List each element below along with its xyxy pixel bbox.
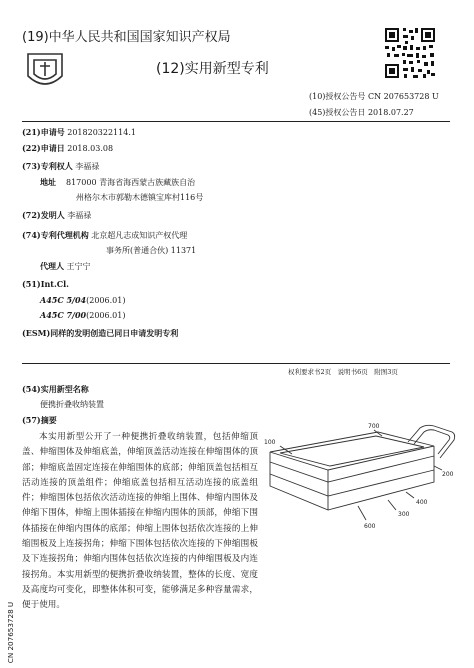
app-no-label: (21)申请号 [22, 127, 65, 137]
page-counts: 权利要求书2页 说明书6页 附图3页 [288, 368, 398, 376]
figure-label-100: 100 [264, 439, 276, 446]
patentee: 李福禄 [75, 162, 100, 171]
address-label: 地址 [40, 177, 56, 187]
abstract-label: (57)摘要 [22, 415, 57, 425]
agent-label: 代理人 [40, 261, 64, 271]
figure-label-700: 700 [368, 423, 380, 430]
pub-no: CN 207653728 U [367, 92, 439, 101]
agency-line-1: 北京超凡志成知识产权代理 [91, 231, 188, 240]
ipc-2-version: (2006.01) [86, 311, 126, 320]
app-date: 2018.03.08 [67, 144, 114, 153]
pub-date: 2018.07.27 [367, 108, 414, 117]
document-type-heading: (12)实用新型专利 [156, 61, 269, 77]
inventor: 李福禄 [67, 211, 92, 220]
cnipa-logo-icon [22, 46, 68, 96]
app-date-label: (22)申请日 [22, 143, 65, 153]
intcl-label: (51)Int.Cl. [22, 279, 69, 289]
abstract-drawing [258, 420, 458, 540]
title-label: (54)实用新型名称 [22, 384, 89, 394]
esm-notice: (ESM)同样的发明创造已同日申请发明专利 [22, 328, 179, 338]
figure-label-600: 600 [364, 523, 376, 530]
pub-date-label: (45)授权公告日 [309, 108, 366, 117]
ipc-1-version: (2006.01) [86, 296, 126, 305]
agency-label: (74)专利代理机构 [22, 230, 89, 240]
abstract-text: 本实用新型公开了一种便携折叠收纳装置，包括伸缩顶盖、伸缩围体及伸缩底盖，伸缩顶盖活动连接在伸缩围体的顶部；伸缩底盖固定连接在伸缩围体的底部；伸缩顶盖包括相互活动连接的顶盖组件；伸缩底盖包括相互活动连接的底盖组件；伸缩围体包括依次活动连接的伸缩上围体、伸缩内围体及伸缩下围体，伸缩上围体插接在伸缩内围体的顶部，伸缩下围体插接在伸缩内围体的底部；伸缩上围体包括依次连接的上伸缩围板及上连接拐角；伸缩下围体包括依次连接的下伸缩围板及下连接拐角；伸缩内围体包括依次连接的内伸缩围板及内连接拐角。本实用新型的便携折叠收纳装置，整体的长度、宽度及高度均可变化，即整体体积可变，能够满足多种容量需求，便于使用。 [22, 432, 258, 611]
page-count-rule [22, 363, 450, 364]
ipc-1-code: A45C 5/04 [40, 295, 87, 305]
agency-line-2: 事务所(普通合伙) 11371 [106, 246, 197, 255]
authority-heading: (19)中华人民共和国国家知识产权局 [22, 30, 231, 45]
figure-label-300: 300 [398, 511, 410, 518]
side-patent-number: CN 207653728 U [6, 601, 16, 664]
utility-model-title: 便携折叠收纳装置 [40, 400, 104, 409]
qr-code-icon [383, 26, 437, 80]
address-line-2: 州格尔木市郭勒木德镇宝库村116号 [76, 193, 204, 202]
inventor-label: (72)发明人 [22, 210, 65, 220]
ipc-2-code: A45C 7/00 [40, 310, 87, 320]
figure-label-400: 400 [416, 499, 428, 506]
pub-no-label: (10)授权公告号 [309, 92, 366, 101]
agent: 王宁宁 [66, 262, 91, 271]
address-line-1: 817000 青海省海西蒙古族藏族自治 [66, 178, 196, 187]
header-rule [22, 121, 450, 122]
patentee-label: (73)专利权人 [22, 161, 73, 171]
app-no: 201820322114.1 [67, 128, 136, 137]
figure-label-200: 200 [442, 471, 454, 478]
